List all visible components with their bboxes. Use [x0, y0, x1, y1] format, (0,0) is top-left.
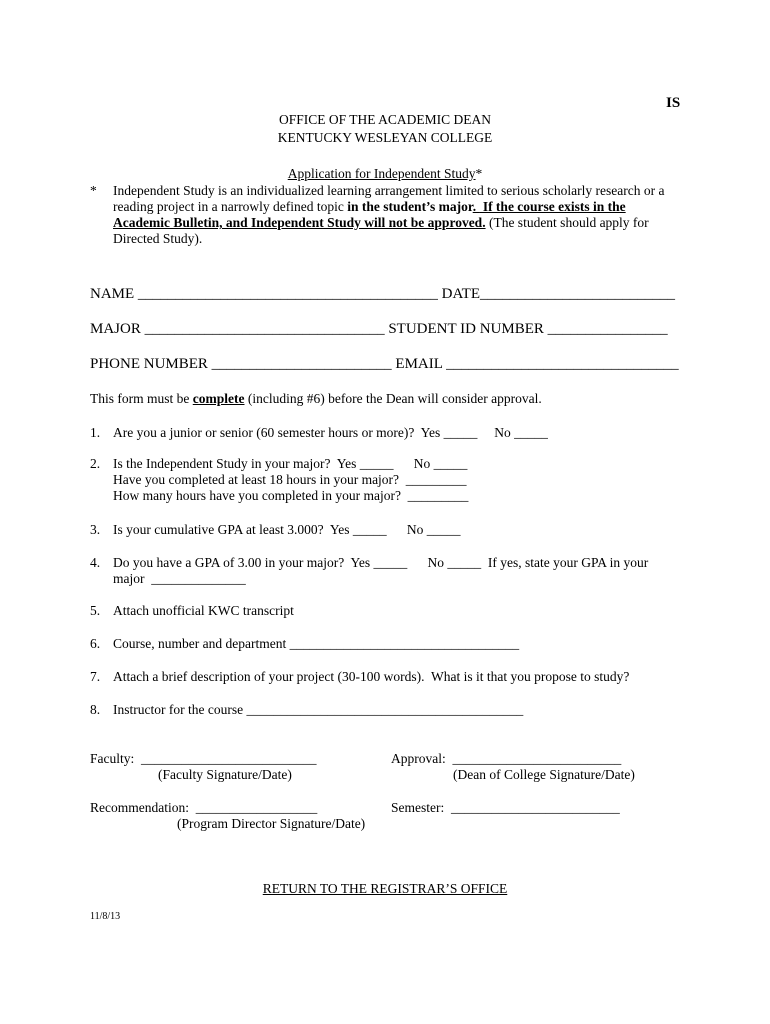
major-emphasis: in the student’s major: [347, 199, 473, 214]
completion-instruction: This form must be complete (including #6) before the Dean will consider approval.: [90, 391, 542, 406]
question-number: 7.: [90, 669, 101, 684]
question-2-line[interactable]: Is the Independent Study in your major? Yes _____ No _____: [113, 456, 468, 471]
question-7-line: Attach a brief description of your project (30-100 words). What is it that you propose to study?: [113, 669, 630, 684]
question-4-line[interactable]: major ______________: [113, 571, 246, 586]
question-1-line[interactable]: Are you a junior or senior (60 semester hours or more)? Yes _____ No _____: [113, 425, 548, 440]
recommendation-signature-caption: (Program Director Signature/Date): [177, 816, 366, 831]
bulletin-warning: If the course exists in the: [479, 199, 626, 214]
footnote-mark: *: [90, 183, 97, 198]
faculty-signature-caption: (Faculty Signature/Date): [158, 767, 292, 782]
semester-field[interactable]: Semester: _________________________: [391, 800, 620, 815]
college-title: KENTUCKY WESLEYAN COLLEGE: [277, 130, 493, 145]
question-number: 8.: [90, 702, 101, 717]
return-instruction: RETURN TO THE REGISTRAR’S OFFICE: [262, 881, 508, 896]
question-number: 3.: [90, 522, 101, 537]
question-3-line[interactable]: Is your cumulative GPA at least 3.000? Yes _____ No _____: [113, 522, 461, 537]
name-date-field[interactable]: NAME ________________________________________ DATE__________________________: [90, 286, 675, 302]
approval-signature-caption: (Dean of College Signature/Date): [453, 767, 635, 782]
revision-date: 11/8/13: [90, 911, 121, 922]
question-number: 6.: [90, 636, 101, 651]
office-title: OFFICE OF THE ACADEMIC DEAN: [278, 112, 492, 127]
approval-signature-field[interactable]: Approval: _________________________: [391, 751, 622, 766]
form-title-text: Application for Independent Study: [287, 166, 476, 181]
major-studentid-field[interactable]: MAJOR ________________________________ STUDENT ID NUMBER ________________: [90, 321, 668, 337]
question-number: 5.: [90, 603, 101, 618]
form-title-mark: *: [475, 166, 483, 181]
phone-email-field[interactable]: PHONE NUMBER ________________________ EMAIL _______________________________: [90, 356, 679, 372]
form-title: [0, 166, 770, 182]
question-2-line[interactable]: Have you completed at least 18 hours in your major? _________: [113, 472, 467, 487]
complete-emphasis: complete: [192, 391, 245, 406]
footnote-line-1: Independent Study is an individualized learning arrangement limited to serious scholarly research or a: [113, 183, 665, 198]
form-code: IS: [666, 95, 681, 111]
question-5-line: Attach unofficial KWC transcript: [113, 603, 294, 618]
question-number: 1.: [90, 425, 101, 440]
question-2-line[interactable]: How many hours have you completed in your major? _________: [113, 488, 469, 503]
question-8-line[interactable]: Instructor for the course _________________________________________: [113, 702, 524, 717]
faculty-signature-field[interactable]: Faculty: __________________________: [90, 751, 317, 766]
question-4-line[interactable]: Do you have a GPA of 3.00 in your major? Yes _____ No _____ If yes, state your GPA in your: [113, 555, 649, 570]
footnote-line-3: Academic Bulletin, and Independent Study will not be approved. (The student should apply for: [113, 215, 649, 230]
recommendation-signature-field[interactable]: Recommendation: __________________: [90, 800, 318, 815]
footnote-line-2: reading project in a narrowly defined topic in the student’s major. If the course exists in the: [113, 199, 626, 214]
footnote-line-4: Directed Study).: [113, 231, 203, 246]
question-number: 4.: [90, 555, 101, 570]
question-number: 2.: [90, 456, 101, 471]
question-6-line[interactable]: Course, number and department __________________________________: [113, 636, 520, 651]
